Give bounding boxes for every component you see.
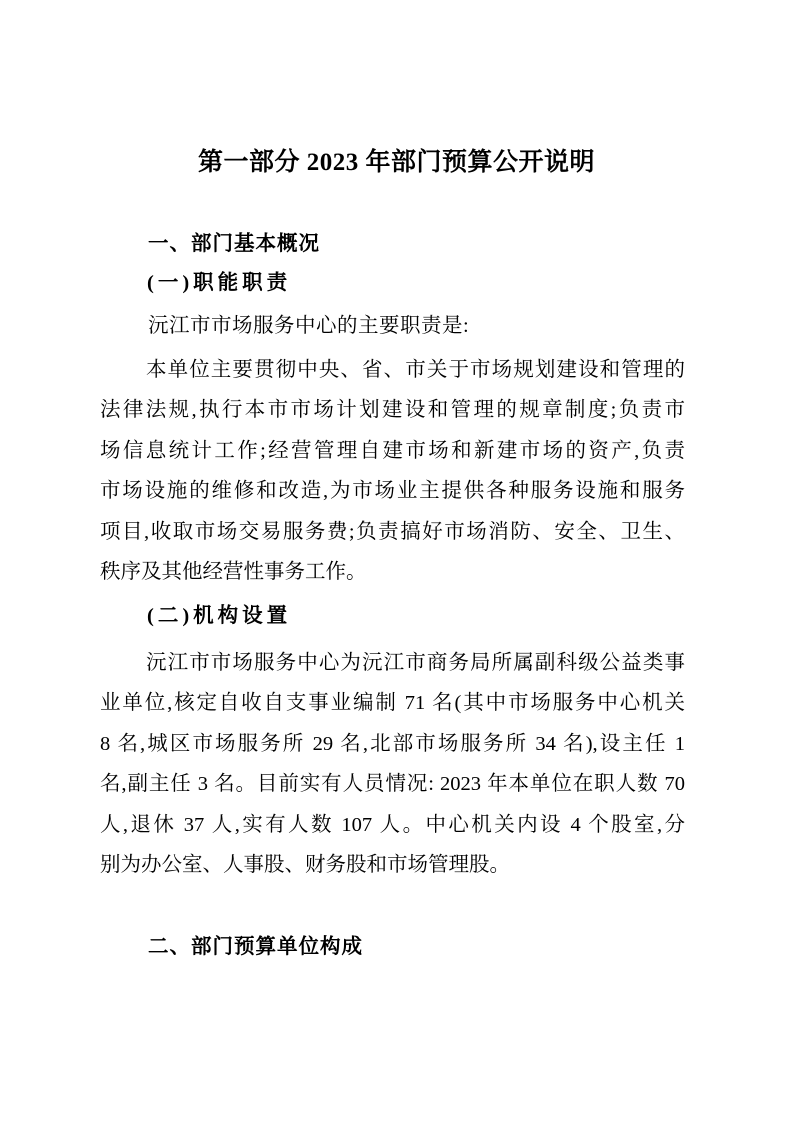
paragraph-line: 沅江市市场服务中心为沅江市商务局所属副科级公益类事: [146, 652, 685, 674]
paragraph-duties-body: [100, 350, 685, 592]
paragraph-line: 秩序及其他经营性事务工作。: [100, 560, 367, 583]
paragraph-line: 别为办公室、人事股、财务股和市场管理股。: [100, 853, 510, 876]
heading-section-2: 二、部门预算单位构成: [148, 935, 363, 958]
page-title: 第一部分 2023 年部门预算公开说明: [197, 149, 595, 176]
paragraph-structure-body: [100, 643, 685, 885]
paragraph-line: 项目,收取市场交易服务费;负责搞好市场消防、安全、卫生、: [100, 520, 685, 543]
paragraph-line: 8 名,城区市场服务所 29 名,北部市场服务所 34 名),设主任 1: [100, 732, 685, 755]
paragraph-line: 场信息统计工作;经营管理自建市场和新建市场的资产,负责: [100, 439, 685, 462]
heading-subsection-structure: (二)机构设置: [147, 605, 292, 627]
paragraph-line: 人,退休 37 人,实有人数 107 人。中心机关内设 4 个股室,分: [100, 813, 685, 836]
paragraph-line: 市场设施的维修和改造,为市场业主提供各种服务设施和服务: [100, 480, 685, 503]
paragraph-duties-intro: 沅江市市场服务中心的主要职责是:: [148, 315, 470, 337]
paragraph-line: 名,副主任 3 名。目前实有人员情况: 2023 年本单位在职人数 70: [100, 773, 685, 796]
heading-section-1: 一、部门基本概况: [148, 232, 320, 255]
paragraph-line: 业单位,核定自收自支事业编制 71 名(其中市场服务中心机关: [100, 692, 685, 715]
paragraph-line: 本单位主要贯彻中央、省、市关于市场规划建设和管理的: [146, 359, 685, 381]
paragraph-line: 法律法规,执行本市市场计划建设和管理的规章制度;负责市: [100, 399, 685, 422]
heading-subsection-duties: (一)职能职责: [147, 272, 292, 294]
